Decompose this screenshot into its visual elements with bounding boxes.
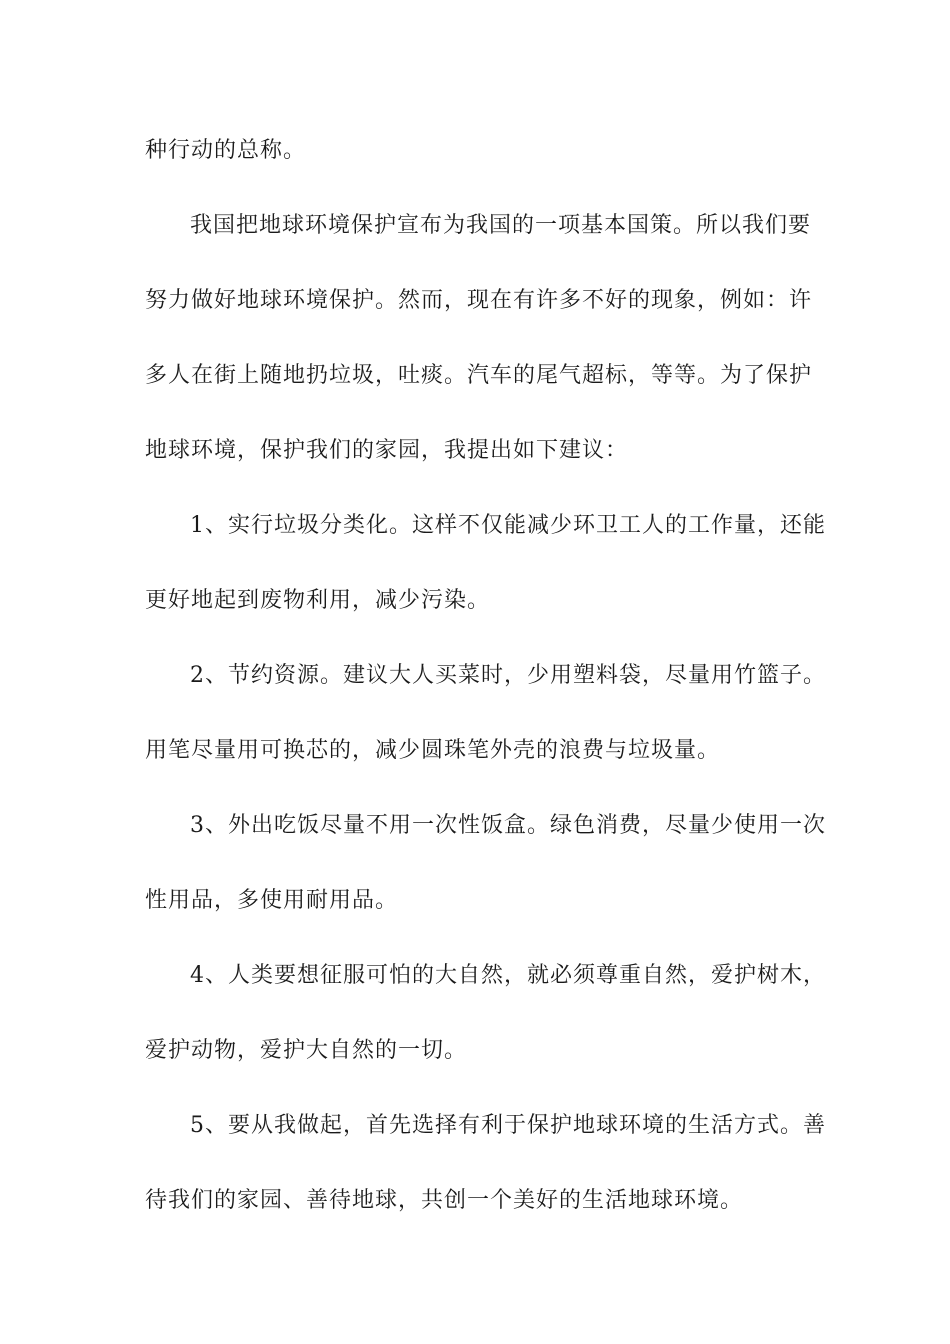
paragraph-line: 地球环境，保护我们的家园，我提出如下建议： <box>145 438 629 463</box>
list-item-line: 4、人类要想征服可怕的大自然，就必须尊重自然，爱护树木， <box>190 963 826 988</box>
list-item-line: 用笔尽量用可换芯的，减少圆珠笔外壳的浪费与垃圾量。 <box>145 738 721 763</box>
list-item-line: 更好地起到废物利用，减少污染。 <box>145 588 491 613</box>
list-item-line: 性用品，多使用耐用品。 <box>145 888 399 913</box>
paragraph-line: 多人在街上随地扔垃圾，吐痰。汽车的尾气超标，等等。为了保护 <box>145 363 813 388</box>
list-item-line: 3、外出吃饭尽量不用一次性饭盒。绿色消费，尽量少使用一次 <box>190 813 826 838</box>
paragraph-line: 种行动的总称。 <box>145 138 307 163</box>
list-item-line: 2、节约资源。建议大人买菜时，少用塑料袋，尽量用竹篮子。 <box>190 663 826 688</box>
list-item-line: 5、要从我做起，首先选择有利于保护地球环境的生活方式。善 <box>190 1113 826 1138</box>
paragraph-line: 努力做好地球环境保护。然而，现在有许多不好的现象，例如：许 <box>145 288 813 313</box>
paragraph-line: 我国把地球环境保护宣布为我国的一项基本国策。所以我们要 <box>190 213 812 238</box>
list-item-line: 爱护动物，爱护大自然的一切。 <box>145 1038 468 1063</box>
list-item-line: 1、实行垃圾分类化。这样不仅能减少环卫工人的工作量，还能 <box>190 513 826 538</box>
list-item-line: 待我们的家园、善待地球，共创一个美好的生活地球环境。 <box>145 1188 744 1213</box>
